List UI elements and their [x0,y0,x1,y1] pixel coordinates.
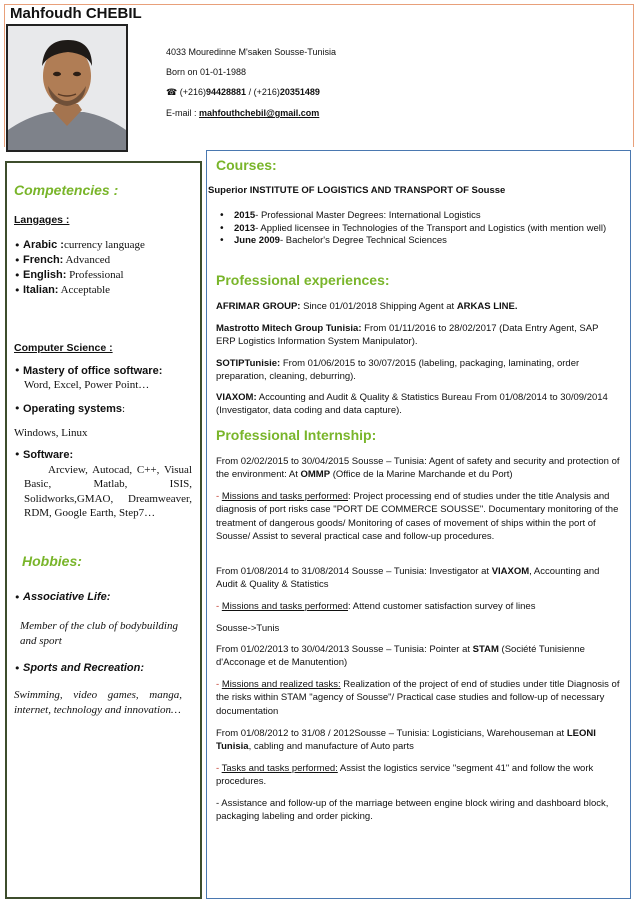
office-label: Mastery of office software: [23,365,163,377]
email-link[interactable]: mahfouthchebil@gmail.com [199,108,320,118]
institute-name: Superior INSTITUTE OF LOGISTICS AND TRANSPORT OF Sousse [208,185,506,196]
sports-label: Sports and Recreation: [23,662,145,674]
portrait-image [8,26,126,150]
internship-title: Professional Internship: [216,427,377,443]
course-item: • 2015- Professional Master Degrees: International Logistics [218,210,618,223]
software [14,448,192,521]
sports-recreation [14,662,192,674]
language-item: • Arabic :currency language [14,238,194,253]
language-item: • Italian: Acceptable [14,283,194,298]
internship-viaxom-missions: - Missions and tasks performed: Attend customer satisfaction survey of lines [216,601,536,612]
profile-photo [6,24,128,152]
office-software [14,364,194,392]
phone-number: 94428881 [206,87,247,97]
office-text: Word, Excel, Power Point… [24,379,150,391]
candidate-name: Mahfoudh CHEBIL [10,5,142,22]
courses-list [218,210,618,248]
hobbies-title: Hobbies: [22,553,82,569]
experience-viaxom: VIAXOM: Accounting and Audit & Quality & Statistics Bureau From 01/08/2014 to 30/09/2014 (Investigator, data coding and data capture). [216,392,608,417]
os-colon: : [122,403,126,415]
experience-sotip: SOTIPTunisie: From 01/06/2015 to 30/07/2015 (labeling, packaging, laminating, order preparation, cleaning, deburring). [216,358,580,383]
phone-prefix: (+216) [179,87,207,97]
experience-afrimar: AFRIMAR GROUP: Since 01/01/2018 Shipping Agent at ARKAS LINE. [216,301,518,312]
phone-prefix: (+216) [253,87,280,97]
langages-title: Langages : [14,214,70,226]
os-label: Operating systems [23,403,123,415]
address: 4033 Mouredinne M'saken Sousse-Tunisia [166,47,336,57]
languages-list [14,238,194,298]
email-line [166,107,336,120]
experience-mastrotto: Mastrotto Mitech Group Tunisia: From 01/11/2016 to 28/02/2017 (Data Entry Agent, SAP ERP Logistics Information System Manipulator). [216,323,599,348]
assoc-text: Member of the club of bodybuilding and sport [20,620,178,647]
phone-icon: ☎ [166,88,178,98]
email-label: E-mail : [166,108,200,118]
competencies-title: Competencies : [14,182,119,198]
internship-ommp: From 02/02/2015 to 30/04/2015 Sousse – Tunisia: Agent of safety and security and protection of the environment: At OMMP (Office de la Marine Marchande et du Port) [216,456,620,481]
internship-stam: From 01/02/2013 to 30/04/2013 Sousse – Tunisia: Pointer at STAM (Société Tunisienne d'Acconage et de Manutention) [216,644,585,669]
software-text: Arcview, Autocad, C++, Visual Basic, Matlab, ISIS, Solidworks,GMAO, Dreamweaver, RDM, Google Earth, Step7… [24,463,192,520]
os-text: Windows, Linux [14,427,88,439]
internship-leoni: From 01/08/2012 to 31/08 / 2012Sousse – Tunisia: Logisticians, Warehouseman at LEONI Tunisia, cabling and manufacture of Auto parts [216,728,596,753]
course-item: • June 2009- Bachelor's Degree Technical Sciences [218,235,618,248]
phone-line [166,86,336,100]
internship-route: Sousse->Tunis [216,623,280,634]
sports-text: Swimming, video games, manga, internet, technology and innovation… [14,689,182,716]
course-item: • 2013- Applied licensee in Technologies of the Transport and Logistics (with mention well) [218,223,618,236]
phone-separator: / [246,87,254,97]
internship-viaxom: From 01/08/2014 to 31/08/2014 Sousse – Tunisia: Investigator at VIAXOM, Accounting and Audit & Quality & Statistics [216,566,600,591]
contact-info [166,46,336,127]
phone-number: 20351489 [279,87,320,97]
experiences-title: Professional experiences: [216,272,390,288]
internship-leoni-tasks: - Tasks and tasks performed: Assist the logistics service "segment 41" and follow the work procedures. [216,763,594,788]
computer-science-title: Computer Science : [14,342,113,354]
language-item: • French: Advanced [14,253,194,268]
assoc-label: Associative Life: [23,591,111,603]
language-item: • English: Professional [14,268,194,283]
software-label: Software: [23,449,74,461]
internship-leoni-assist: - Assistance and follow-up of the marriage between engine block wiring and dashboard block, packaging labeling and order picking. [216,798,609,823]
internship-ommp-missions: - Missions and tasks performed: Project processing end of studies under the title Analysis and diagnosis of port risks case "PORT DE COMMERCE SOUSSE". Documentary monitoring of the treatment of dangerous goods/ Monitoring of cases of movement of ships within the port of Sousse/ Assist to several practical case and follow-up procedures. [216,491,619,543]
associative-life [14,591,192,603]
operating-systems [14,402,194,416]
internship-stam-missions: - Missions and realized tasks: Realization of the project of end of studies under title Diagnosis of the risks within STAM "agency of Sousse"/ Practical case studies and follow-up of necessary documentation [216,679,620,717]
birth-date: Born on 01-01-1988 [166,67,247,77]
courses-title: Courses: [216,157,277,173]
